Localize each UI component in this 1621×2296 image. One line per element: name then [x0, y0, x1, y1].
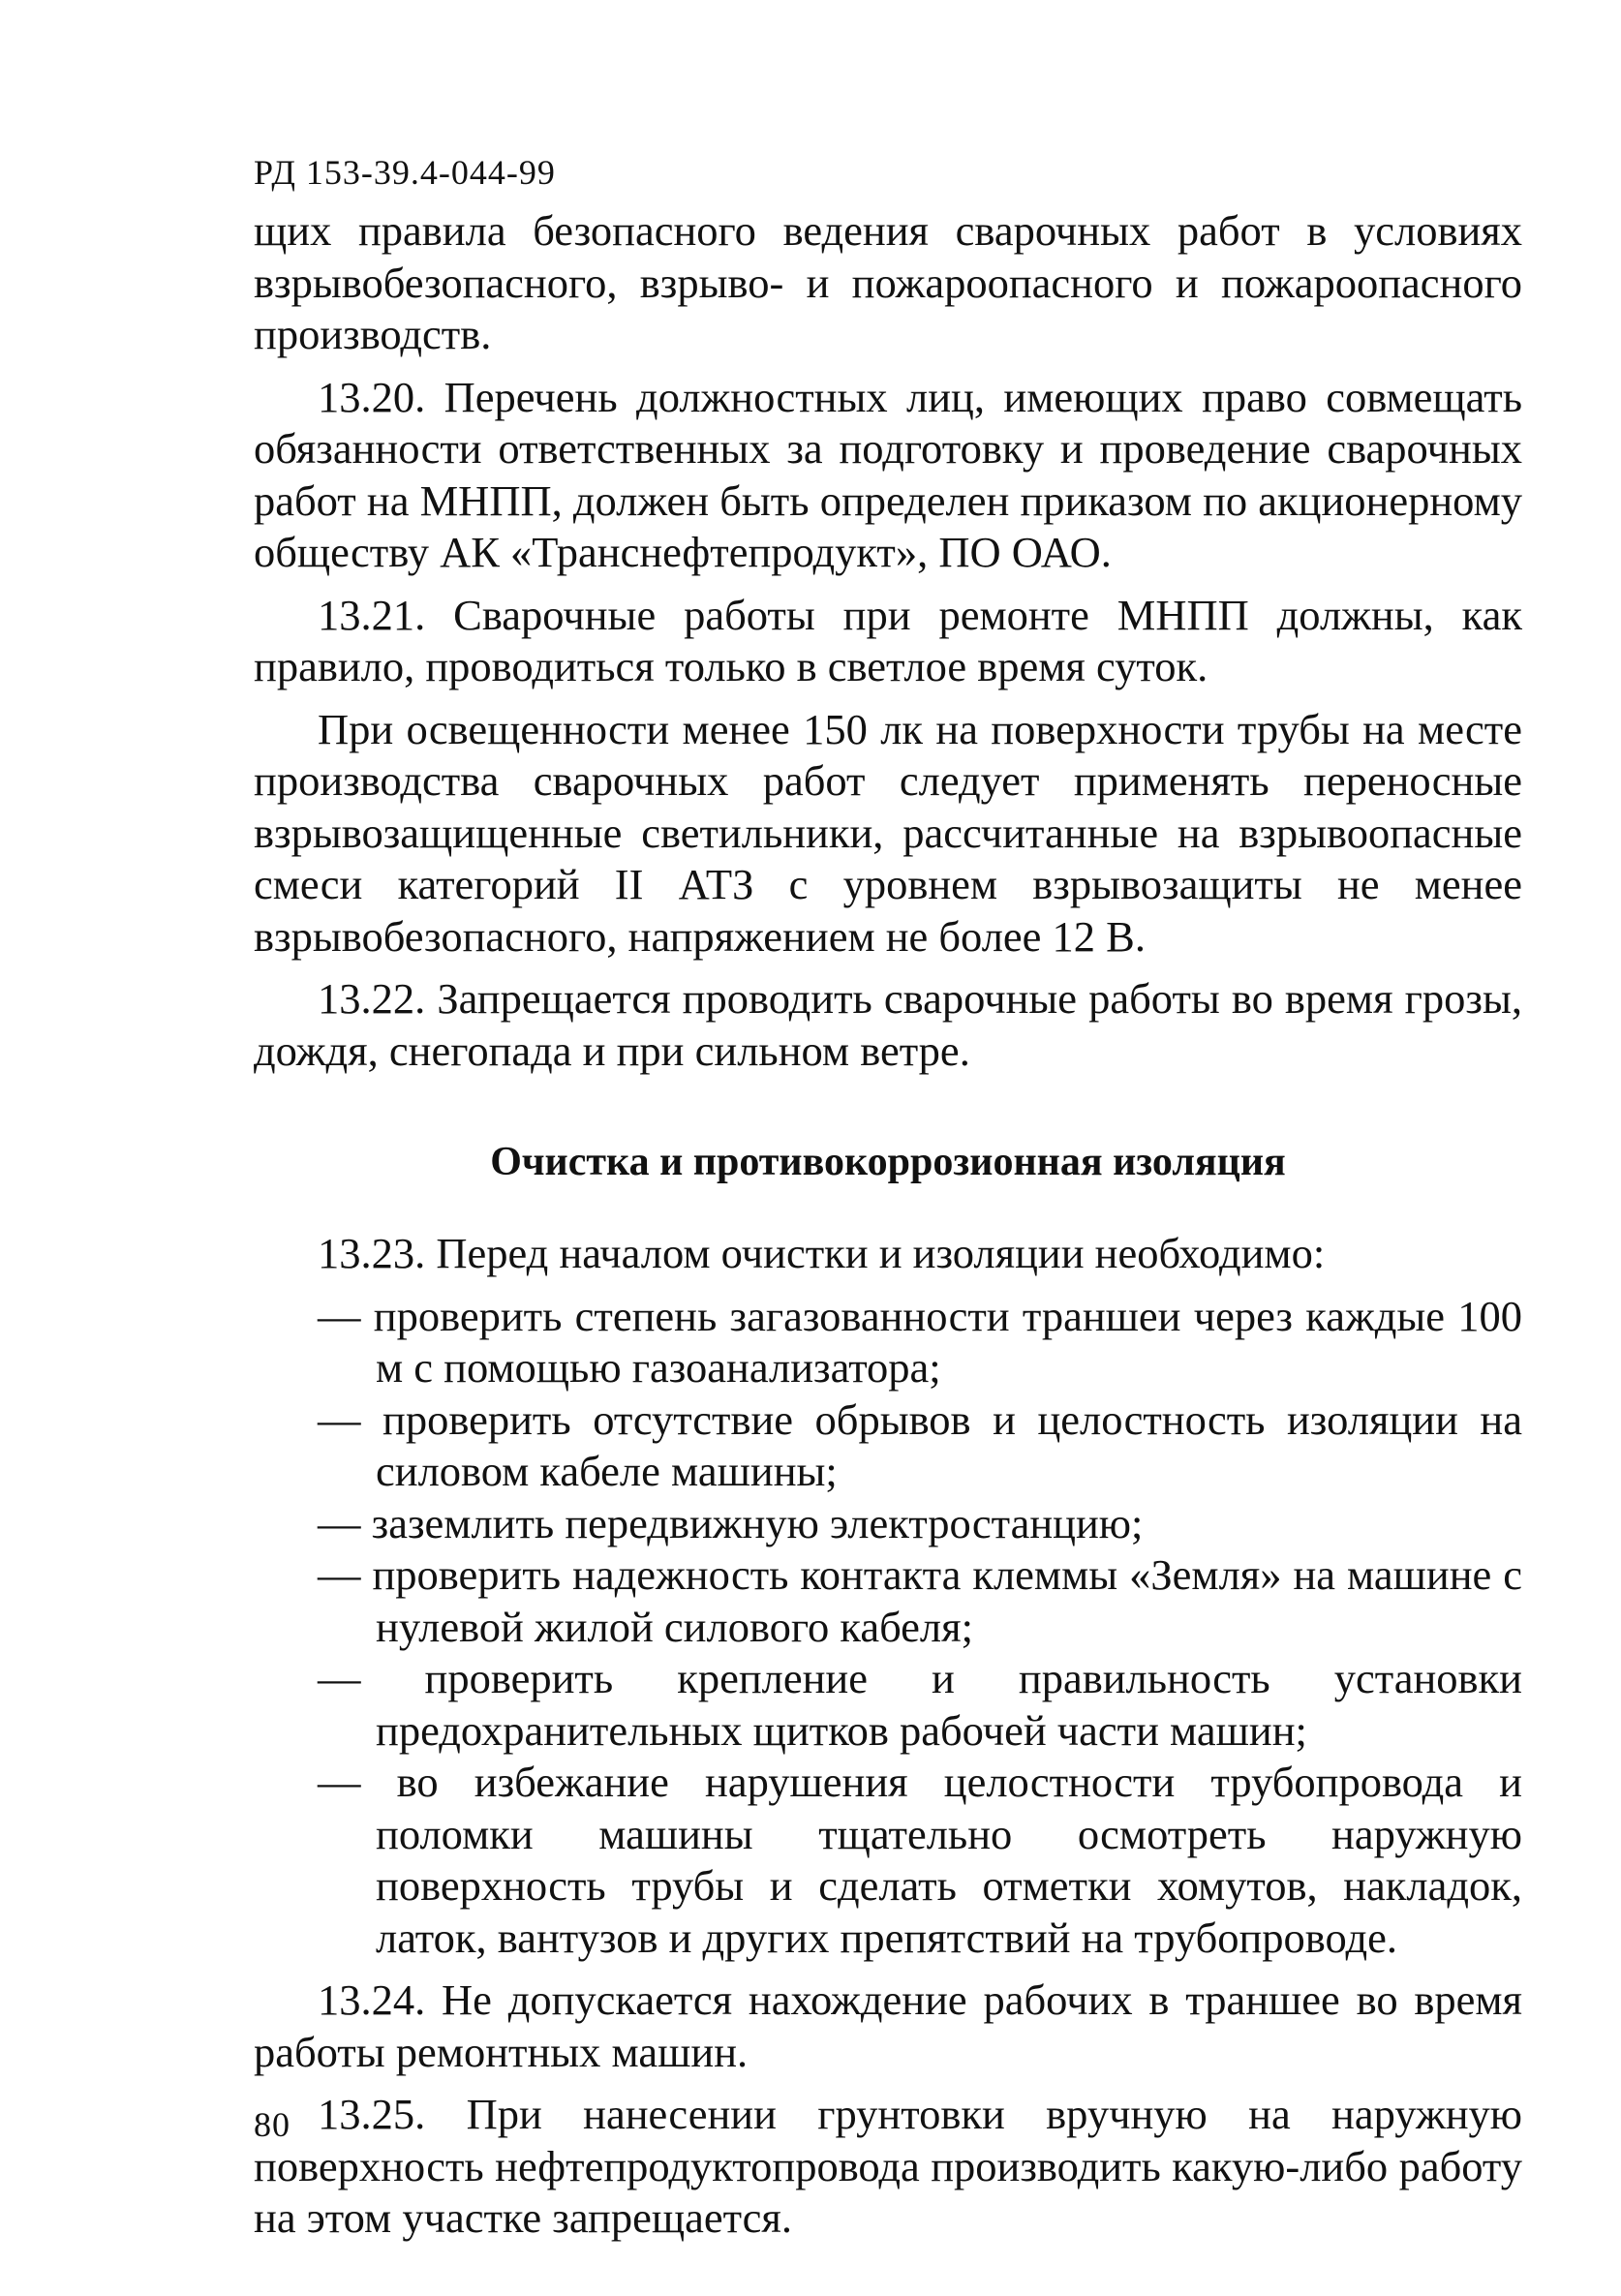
- list-item: — проверить надежность контакта клеммы «Земля» на машине с нулевой жилой силового кабеля;: [318, 1550, 1522, 1651]
- paragraph-13-20: 13.20. Перечень должностных лиц, имеющих право совмещать обязанности ответственных за подготовку и проведение сварочных работ на МНПП, должен быть определен приказом по акционерному обществу АК «Транснефтепродукт», ПО ОАО.: [254, 372, 1522, 576]
- list-item: — проверить степень загазованности траншеи через каждые 100 м с помощью газоанализатора;: [318, 1291, 1522, 1392]
- document-page: [254, 145, 1522, 2255]
- document-code: РД 153-39.4-044-99: [254, 153, 556, 192]
- requirements-list: [254, 1291, 1522, 1965]
- paragraph-13-24: 13.24. Не допускается нахождение рабочих в траншее во время работы ремонтных машин.: [254, 1975, 1522, 2076]
- section-heading: Очистка и противокоррозионная изоляция: [490, 1140, 1286, 1184]
- paragraph-continuation: щих правила безопасного ведения сварочных работ в условиях взрывобезопасного, взрыво- и пожароопасного и пожароопасного производств.: [254, 206, 1522, 358]
- list-item: — заземлить передвижную электростанцию;: [318, 1498, 1144, 1547]
- paragraph-13-21: 13.21. Сварочные работы при ремонте МНПП должны, как правило, проводиться только в светлое время суток.: [254, 590, 1522, 690]
- paragraph-13-25: 13.25. При нанесении грунтовки вручную на наружную поверхность нефтепродуктопровода производить какую-либо работу на этом участке запрещается.: [254, 2090, 1522, 2242]
- list-item: — во избежание нарушения целостности трубопровода и поломки машины тщательно осмотреть наружную поверхность трубы и сделать отметки хомутов, накладок, латок, вантузов и других препятствий на трубопроводе.: [318, 1758, 1522, 1962]
- page-number: 80: [254, 2105, 291, 2144]
- paragraph-13-23: 13.23. Перед началом очистки и изоляции необходимо:: [318, 1229, 1326, 1277]
- list-item: — проверить отсутствие обрывов и целостность изоляции на силовом кабеле машины;: [318, 1394, 1522, 1495]
- list-item: — проверить крепление и правильность установки предохранительных щитков рабочей части машин;: [318, 1654, 1522, 1755]
- paragraph-13-22: 13.22. Запрещается проводить сварочные работы во время грозы, дождя, снегопада и при сильном ветре.: [254, 974, 1522, 1075]
- paragraph-illumination: При освещенности менее 150 лк на поверхности трубы на месте производства сварочных работ следует применять переносные взрывозащищенные светильники, рассчитанные на взрывоопасные смеси категорий II АТЗ с уровнем взрывозащиты не менее взрывобезопасного, напряжением не более 12 В.: [254, 704, 1522, 961]
